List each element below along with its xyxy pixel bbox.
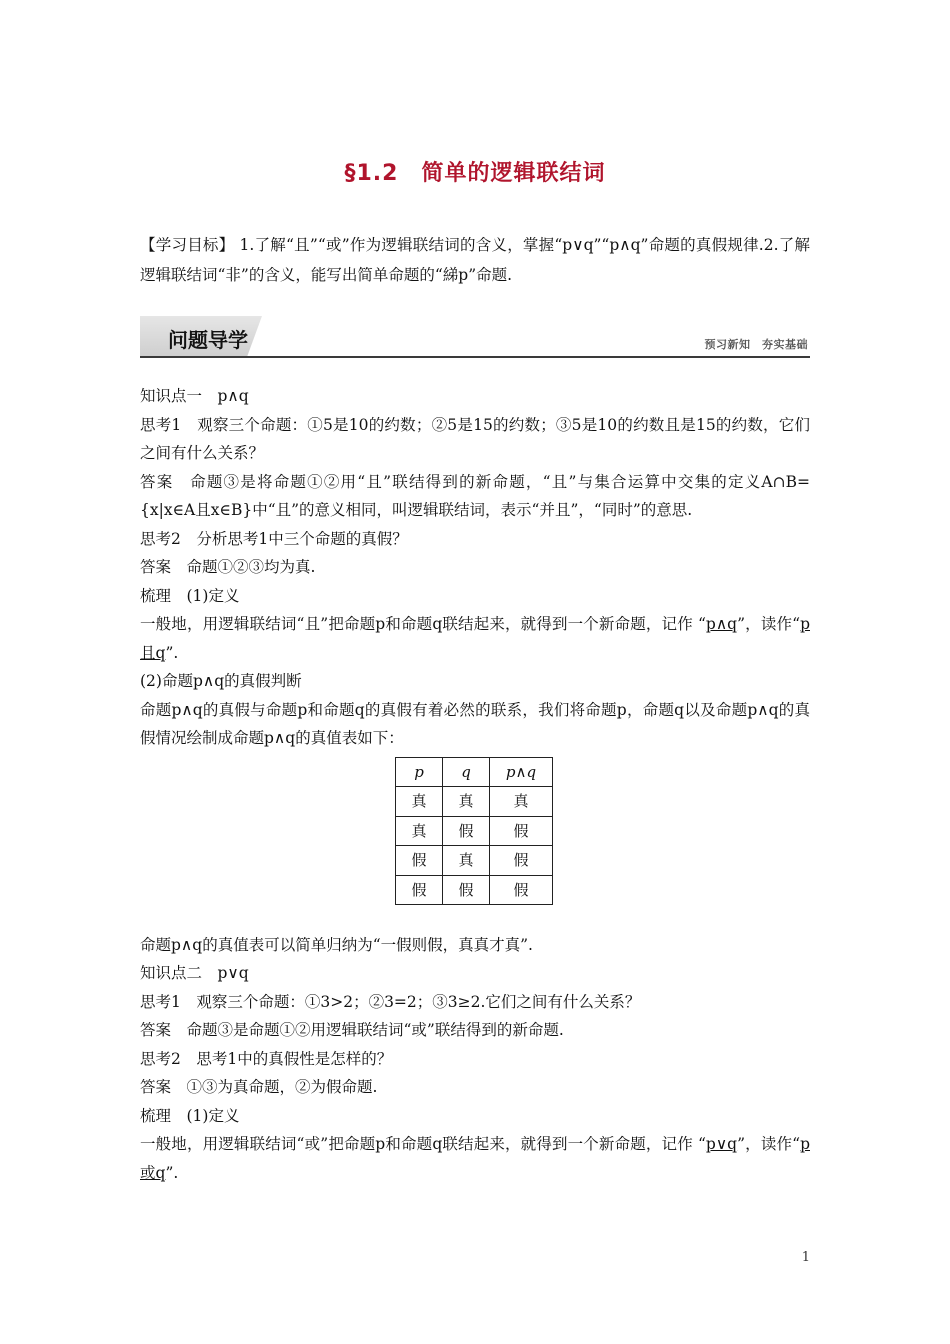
answer-2: 答案 命题①②③均为真. xyxy=(140,558,316,576)
banner-label: 问题导学 xyxy=(168,328,248,352)
notation-or: p∨q xyxy=(705,1135,738,1153)
definition-1-quote-close: ”. xyxy=(165,643,179,662)
section-banner xyxy=(140,316,810,358)
definition-2-quote-close: ”. xyxy=(165,1163,179,1182)
knowledge-point-1: 知识点一 p∧q xyxy=(140,387,249,405)
reading-and: p且q xyxy=(140,615,810,662)
page-number: 1 xyxy=(801,1250,810,1265)
table-row xyxy=(396,846,553,876)
table-cell: 真 xyxy=(443,787,490,817)
definition-1-read: ”，读作“ xyxy=(737,615,801,633)
table-row xyxy=(396,787,553,817)
summary-heading-1: 梳理 (1)定义 xyxy=(140,586,240,605)
table-summary: 命题p∧q的真值表可以简单归纳为“一假则假，真真才真”. xyxy=(140,935,533,954)
definition-2-text: 一般地，用逻辑联结词“或”把命题p和命题q联结起来，就得到一个新命题，记作 xyxy=(140,1135,693,1153)
table-cell: 真 xyxy=(396,787,443,817)
truth-table xyxy=(395,757,553,906)
table-row xyxy=(396,875,553,905)
table-cell: 假 xyxy=(490,846,553,876)
table-cell: 真 xyxy=(490,787,553,817)
table-cell: 假 xyxy=(396,846,443,876)
definition-1-quote-open: “ xyxy=(697,615,706,633)
truth-heading: (2)命题p∧q的真假判断 xyxy=(140,672,302,690)
header-cell: p xyxy=(396,757,443,787)
table-row xyxy=(396,816,553,846)
truth-table-header xyxy=(396,757,553,787)
notation-and: p∧q xyxy=(705,615,738,633)
header-cell: p∧q xyxy=(490,757,553,787)
definition-2-read: ”，读作“ xyxy=(737,1135,801,1153)
table-cell: 假 xyxy=(443,875,490,905)
header-cell: q xyxy=(443,757,490,787)
table-cell: 真 xyxy=(443,846,490,876)
table-cell: 假 xyxy=(490,875,553,905)
table-cell: 假 xyxy=(443,816,490,846)
think-2: 思考2 分析思考1中三个命题的真假？ xyxy=(140,529,408,548)
answer-3: 答案 命题③是命题①②用逻辑联结词“或”联结得到的新命题. xyxy=(140,1021,564,1039)
knowledge-point-2: 知识点二 p∨q xyxy=(140,964,249,982)
banner-subtitle: 预习新知 夯实基础 xyxy=(704,338,808,351)
definition-1-text: 一般地，用逻辑联结词“且”把命题p和命题q联结起来，就得到一个新命题，记作 xyxy=(140,615,693,633)
page-title: §1.2 简单的逻辑联结词 xyxy=(344,161,606,186)
definition-2-quote-open: “ xyxy=(697,1135,706,1153)
think-1: 思考1 观察三个命题：①5是10的约数；②5是15的约数；③5是10的约数且是15的约数，它们之间有什么关系？ xyxy=(140,415,810,462)
truth-description: 命题p∧q的真假与命题p和命题q的真假有着必然的联系，我们将命题p，命题q以及命题p∧q的真假情况绘制成命题p∧q的真值表如下： xyxy=(140,700,810,747)
table-cell: 假 xyxy=(490,816,553,846)
table-cell: 假 xyxy=(396,875,443,905)
definition-1 xyxy=(140,610,810,667)
definition-2 xyxy=(140,1130,810,1187)
summary-heading-2: 梳理 (1)定义 xyxy=(140,1106,240,1125)
reading-or: p或q xyxy=(140,1135,810,1182)
learning-goals: 【学习目标】 1.了解“且”“或”作为逻辑联结词的含义，掌握“p∨q”“p∧q”命题的真假规律.2.了解逻辑联结词“非”的含义，能写出简单命题的“綈p”命题. xyxy=(140,236,810,284)
table-cell: 真 xyxy=(396,816,443,846)
answer-1: 答案 命题③是将命题①②用“且”联结得到的新命题，“且”与集合运算中交集的定义A∩B={x|x∈A且x∈B}中“且”的意义相同，叫逻辑联结词，表示“并且”，“同时”的意思. xyxy=(140,472,810,519)
think-4: 思考2 思考1中的真假性是怎样的？ xyxy=(140,1049,393,1068)
main-content xyxy=(140,382,810,1187)
think-3: 思考1 观察三个命题：①3>2；②3=2；③3≥2.它们之间有什么关系？ xyxy=(140,992,641,1011)
answer-4: 答案 ①③为真命题，②为假命题. xyxy=(140,1078,378,1096)
truth-table-wrap xyxy=(140,757,810,913)
